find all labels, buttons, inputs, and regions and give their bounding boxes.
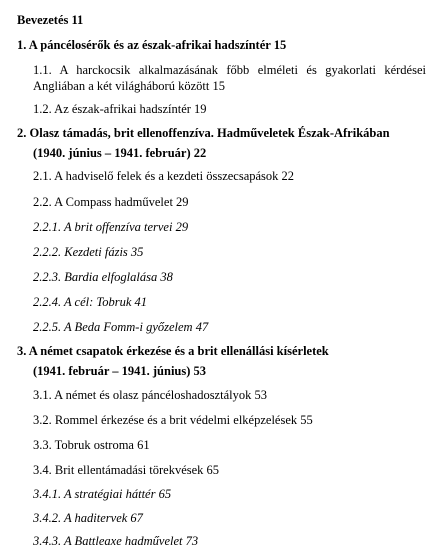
toc-subsection-3-4-2: 3.4.2. A haditervek 67 [33,511,143,525]
toc-subsection-2-2-2: 2.2.2. Kezdeti fázis 35 [33,245,144,259]
toc-section-3-1: 3.1. A német és olasz páncéloshadosztályok 53 [33,388,267,402]
toc-section-2-1: 2.1. A hadviselő felek és a kezdeti összecsapások 22 [33,169,295,183]
toc-subsection-2-2-5: 2.2.5. A Beda Fomm-i győzelem 47 [33,320,209,334]
toc-subsection-3-4-1: 3.4.1. A stratégiai háttér 65 [33,487,172,501]
toc-chapter-2-title-line2: (1940. június – 1941. február) 22 [33,146,207,160]
toc-chapter-3-title-line1: 3. A német csapatok érkezése és a brit ellenállási kísérletek [17,344,329,358]
toc-subsection-3-4-3: 3.4.3. A Battleaxe hadművelet 73 [33,534,199,548]
toc-section-1-1: 1.1. A harckocsik alkalmazásának főbb elméleti és gyakorlati kérdései Angliában a két világháború között 15 [33,63,426,93]
toc-chapter-3-title-line2: (1941. február – 1941. június) 53 [33,364,207,378]
toc-chapter-1-title: 1. A páncélosérők és az észak-afrikai hadszíntér 15 [17,38,287,52]
toc-section-3-2: 3.2. Rommel érkezése és a brit védelmi elképzelések 55 [33,413,313,427]
toc-entry-intro: Bevezetés 11 [17,13,84,27]
toc-subsection-2-2-1: 2.2.1. A brit offenzíva tervei 29 [33,220,189,234]
toc-section-1-2: 1.2. Az észak-afrikai hadszíntér 19 [33,102,207,116]
toc-section-2-2: 2.2. A Compass hadművelet 29 [33,195,189,209]
toc-chapter-2-title-line1: 2. Olasz támadás, brit ellenoffenzíva. Hadműveletek Észak-Afrikában [17,126,390,140]
toc-section-3-3: 3.3. Tobruk ostroma 61 [33,438,150,452]
toc-subsection-2-2-3: 2.2.3. Bardia elfoglalása 38 [33,270,173,284]
toc-subsection-2-2-4: 2.2.4. A cél: Tobruk 41 [33,295,148,309]
toc-section-3-4: 3.4. Brit ellentámadási törekvések 65 [33,463,220,477]
